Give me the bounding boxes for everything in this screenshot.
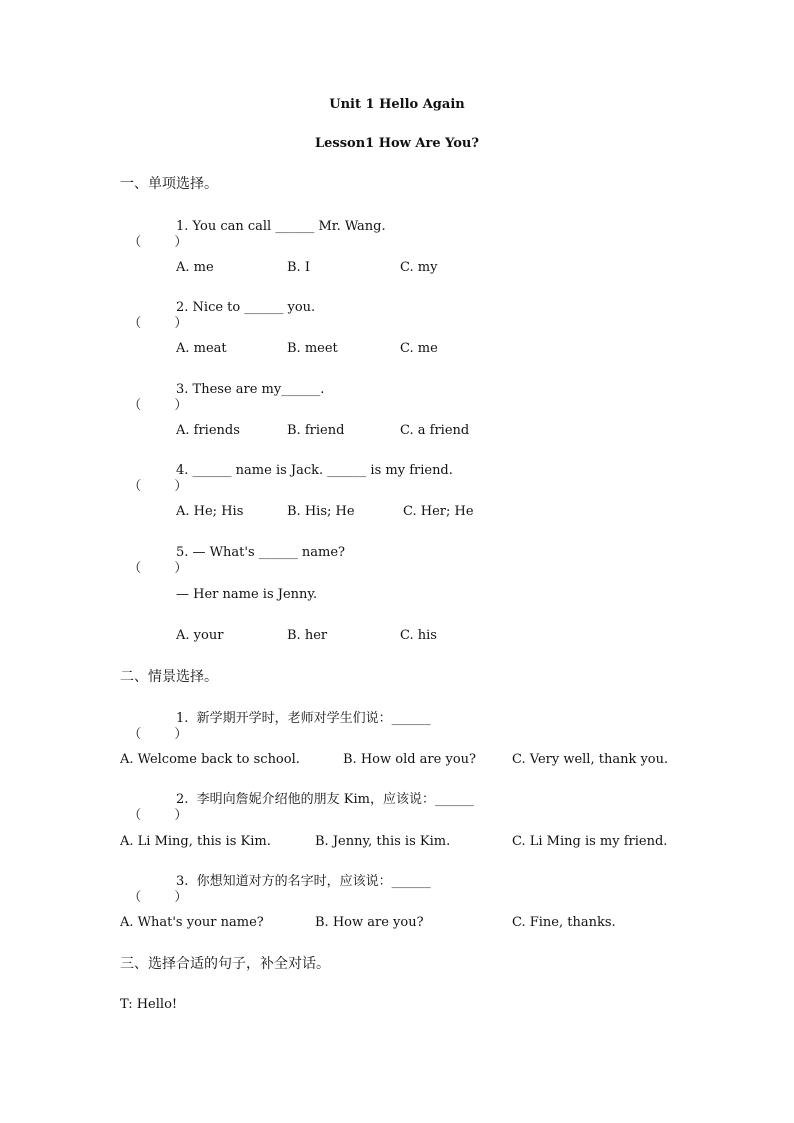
- section-heading-2: 二、情景选择。: [120, 669, 218, 685]
- option-a: A. meat: [176, 341, 227, 356]
- answer-blank[interactable]: （ ）: [128, 235, 188, 250]
- answer-blank[interactable]: （ ）: [128, 727, 188, 742]
- option-a: A. Li Ming, this is Kim.: [120, 834, 271, 849]
- dialogue-line: T: Hello!: [120, 997, 178, 1012]
- option-c: C. a friend: [400, 423, 470, 438]
- question-stem: 1. 新学期开学时，老师对学生们说：______: [176, 711, 431, 726]
- option-b: B. I: [287, 260, 310, 275]
- question-stem: 4. ______ name is Jack. ______ is my friend.: [176, 463, 453, 478]
- page-subtitle: Lesson1 How Are You?: [314, 136, 480, 151]
- option-c: C. Very well, thank you.: [512, 752, 669, 767]
- option-c: C. Li Ming is my friend.: [512, 834, 668, 849]
- option-c: C. Her; He: [403, 504, 474, 519]
- section-heading-3: 三、选择合适的句子，补全对话。: [120, 956, 330, 972]
- page-title: Unit 1 Hello Again: [329, 97, 465, 112]
- option-c: C. my: [400, 260, 438, 275]
- option-b: B. How old are you?: [343, 752, 476, 767]
- question-stem: 2. Nice to ______ you.: [176, 300, 316, 315]
- answer-blank[interactable]: （ ）: [128, 890, 188, 905]
- option-a: A. What's your name?: [120, 915, 264, 930]
- option-a: A. Welcome back to school.: [120, 752, 300, 767]
- option-b: B. His; He: [287, 504, 355, 519]
- answer-blank[interactable]: （ ）: [128, 316, 188, 331]
- question-stem: 1. You can call ______ Mr. Wang.: [176, 219, 386, 234]
- option-a: A. friends: [176, 423, 240, 438]
- option-b: B. meet: [287, 341, 338, 356]
- answer-blank[interactable]: （ ）: [128, 561, 188, 576]
- option-b: B. How are you?: [315, 915, 424, 930]
- option-a: A. He; His: [176, 504, 244, 519]
- option-a: A. your: [176, 628, 224, 643]
- option-b: B. friend: [287, 423, 345, 438]
- question-stem: 5. — What's ______ name?: [176, 545, 345, 560]
- question-stem: 2. 李明向詹妮介绍他的朋友 Kim，应该说：______: [176, 792, 474, 807]
- option-c: C. me: [400, 341, 438, 356]
- section-heading-1: 一、单项选择。: [120, 176, 218, 192]
- option-c: C. Fine, thanks.: [512, 915, 616, 930]
- option-b: B. her: [287, 628, 328, 643]
- answer-blank[interactable]: （ ）: [128, 479, 188, 494]
- answer-blank[interactable]: （ ）: [128, 808, 188, 823]
- answer-blank[interactable]: （ ）: [128, 398, 188, 413]
- option-a: A. me: [176, 260, 214, 275]
- dialogue-answer: — Her name is Jenny.: [176, 587, 318, 602]
- question-stem: 3. 你想知道对方的名字时，应该说：______: [176, 874, 431, 889]
- question-stem: 3. These are my______.: [176, 382, 325, 397]
- option-b: B. Jenny, this is Kim.: [315, 834, 451, 849]
- option-c: C. his: [400, 628, 437, 643]
